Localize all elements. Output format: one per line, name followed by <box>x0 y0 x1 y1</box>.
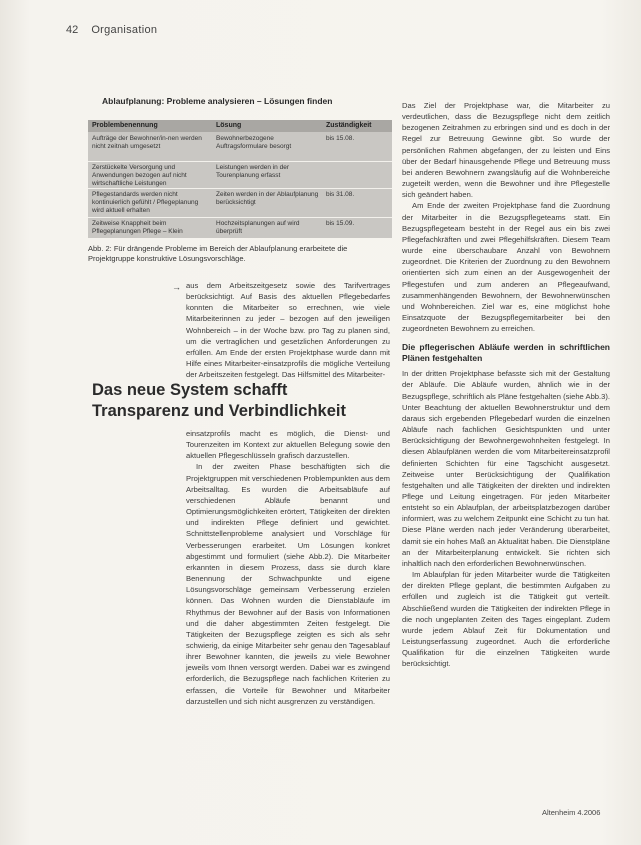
table-cell: Bewohnerbezogene Auftragsformulare besorgt <box>216 135 292 150</box>
table-title: Ablaufplanung: Probleme analysieren – Lösungen finden <box>102 96 333 106</box>
table-cell: bis 15.09. <box>326 220 355 227</box>
page-number: 42 <box>66 24 79 36</box>
arrow-right-icon: → <box>172 282 181 292</box>
paragraph: In der dritten Projektphase befasste sich mit der Gestaltung der Abläufe. Die Abläufe wurden, ähnlich wie in der Bezugspflege, schriftlich als Pläne festgehalten (siehe Abb.3). Unter Beachtung der aktuellen Bewohnerstruktur und dem daraus sich ergebenden Pflegebedarf wurden die einzelnen Abläufe nach fachlichen Gesichtspunkten und unter Berücksichtigung der Bewohnergewohnheiten festgelegt. In diesen Ablaufplänen werden die vom Mitarbeitereinsatzprofil definierten Schichten für eine Tagschicht ausgesetzt. Zeitweise unter Berücksichtigung der Qualifikation festgehalten und alle Tätigkeiten der direkten und indirekten Pflege und Leitung eingetragen. Für jeden Mitarbeiter entsteht so ein Ablaufplan, der arbeitsplatzbezogen darüber informiert, was zu welchem Zeitpunkt eine Schicht zu tun hat. Diese Pläne werden nach jeder Veränderung überarbeitet, damit sie ein hohes Maß an Aktualität haben. Die Dienstpläne an der Mitarbeiterplanung entwickelt. Sie richten sich inhaltlich nach den erforderlichen Bewohnerwünschen. <box>402 369 610 568</box>
paragraph: Am Ende der zweiten Projektphase fand die Zuordnung der Mitarbeiter in die Bezugspflegeteams statt. Ein Bezugspflegeteam besteht in der Regel aus ein bis zwei Pflegefachkräften und zwei Pflegehilfskräften. Diesem Team wurde eine überschaubare Anzahl von Bewohnern zugeordnet. Die Kriterien der Zuordnung zu den Bewohnern orientierten sich zum einen an der Ausgewogenheit der Pflegestufen und zum anderen an Pflegeaufwand, zusammenhängenden Bewohnern, der Bewohnerwünschen und Wohnbereichen. Ziel war es, eine möglichst hohe Einsatzquote der Bezugspflegemitarbeiter bei den zugeordneten Bewohnern zu erreichen. <box>402 201 610 334</box>
subheading: Die pflegerischen Abläufe werden in schriftlichen Plänen festgehalten <box>402 342 610 364</box>
paragraph: Das Ziel der Projektphase war, die Mitarbeiter zu verdeutlichen, dass die Bezugspflege nicht dem zeitlich bezogenen Zeitrahmen zu erbringen sind und es doch in der Regel zur Betreuung Gewinne gibt. So wurde der persönlichen Rahmen abgefangen, der zu leisten und Eins über der Bedarf hinausgehende Pflege und Betreuung muss bei anderen Bewohnern zwangsläufig auf die Wohnbereiche zugeteilt werden, wenn die Bewohner und ihre Pflegestelle sich geändert haben. <box>402 101 610 200</box>
left-intro-text <box>186 280 390 380</box>
problem-solution-table-box <box>88 96 392 240</box>
table-header <box>88 120 392 132</box>
article-headline: Das neue System schafft Transparenz und Verbindlichkeit <box>92 381 346 420</box>
right-column <box>402 100 610 670</box>
page-footer: Altenheim 4.2006 <box>542 808 601 817</box>
page-header <box>66 24 157 36</box>
table-cell: Zerstückelte Versorgung und Anwendungen bezogen auf nicht wirtschaftliche Leistungen <box>92 164 187 187</box>
row-divider <box>88 188 392 189</box>
paragraph: In der zweiten Phase beschäftigten sich die Projektgruppen mit verschiedenen Problempunkten aus dem Arbeitsalltag. Es wurden die Arbeitsabläufe auf verschiedenen Abläufe benannt und Optimierungsmöglichkeiten erörtert, Tätigkeiten der direkten und indirekten Pflege definiert und gewichtet. Schnittstellenprobleme analysiert und Vorschläge für Verbesserungen erarbeitet. Um Lösungen konkret abgestimmt und formuliert (siehe Abb.2). Die Mitarbeiter erkannten in diesem Prozess, dass sie durch klare Benennung der Schwachpunkte und eigene Lösungsvorschläge gemeinsam Verbesserung erzielen können. Das Wohnen wurden die Dienstabläufe im Rhythmus der Bewohner auf der Basis von Informationen und die daher abgestimmten Zeiten festgelegt. Die Tätigkeiten der Bezugspflege zeigten es sich als sehr schwierig, da einige Mitarbeiter sehr genau den Tagesablauf ihrer Bewohner kannten, die jeweils zu viele Bewohner jeweils vom Ihnen versorgt werden. Dabei war es zwingend erforderlich, die Bezugspflege nach fachlichen Kriterien zu erfassen, die Vorteile für Bewohner und Mitarbeiter darzustellen und sich nicht ausgrenzen zu verständigen. <box>186 462 390 706</box>
section-title: Organisation <box>91 24 158 36</box>
table-cell: Zeitweise Knappheit beim Pflegeplanungen Pflege – Klein <box>92 220 183 235</box>
row-divider <box>88 217 392 218</box>
paragraph: aus dem Arbeitszeitgesetz sowie des Tarifvertrages berücksichtigt. Auf Basis des aktuellen Pflegebedarfes konnten die Mitarbeiter so errechnen, wie viele Mitarbeiterinnen zu jeder – bezogen auf den jeweiligen Wohnbereich – in der Woche bzw. pro Tag zu planen sind, um die vertraglichen und gesetzlichen Anforderungen zu erfüllen. Am Ende der ersten Projektphase wurde dann mit Hilfe eines Mitarbeiter-einsatzprofils die mögliche Verteilung der Arbeitszeiten festgelegt. Das Hilfsmittel des Mitarbeiter- <box>186 281 390 380</box>
table-cell: Aufträge der Bewohner/in-nen werden nicht zeitnah umgesetzt <box>92 135 202 150</box>
table-cell: Zeiten werden in der Ablaufplanung berücksichtigt <box>216 191 319 206</box>
column-header: Lösung <box>216 122 242 129</box>
paragraph: Im Ablaufplan für jeden Mitarbeiter wurde die Tätigkeiten der direkten Pflege geplant, die bestimmten Aufgaben zu erfüllen und zugleich ist die Tätigkeit gut verteilt. Abschließend wurden die Tätigkeiten der indirekten Pflege in die noch ungeplanten Zeiten des Tages eingeplant. Zudem wurde jedem Ablauf Zeit für Dokumentation und Leistungserfassung zugeordnet. Auch die erforderliche Qualifikation für die einzelnen Tätigkeiten wurde berücksichtigt. <box>402 570 610 669</box>
table-cell: bis 31.08. <box>326 191 355 198</box>
table-cell: bis 15.08. <box>326 135 355 142</box>
column-header: Problembenennung <box>92 122 158 129</box>
problem-table <box>88 120 392 238</box>
column-header: Zuständigkeit <box>326 122 372 129</box>
paragraph: einsatzprofils macht es möglich, die Dienst- und Tourenzeiten im Kontext zur aktuellen Belegung sowie den aktuellen Pflegeschlüsseln grafisch darzustellen. <box>186 429 390 461</box>
table-cell: Leistungen werden in der Tourenplanung erfasst <box>216 164 289 179</box>
row-divider <box>88 161 392 162</box>
left-main-column <box>186 428 390 707</box>
table-cell: Pflegestandards werden nicht kontinuierlich gefühlt / Pflegeplanung wird aktuell erhalten <box>92 191 199 214</box>
table-cell: Hochzeitsplanungen auf wird überprüft <box>216 220 300 235</box>
figure-caption: Abb. 2: Für drängende Probleme im Bereich der Ablaufplanung erarbeitete die Projektgruppe konstruktive Lösungsvorschläge. <box>88 244 348 263</box>
